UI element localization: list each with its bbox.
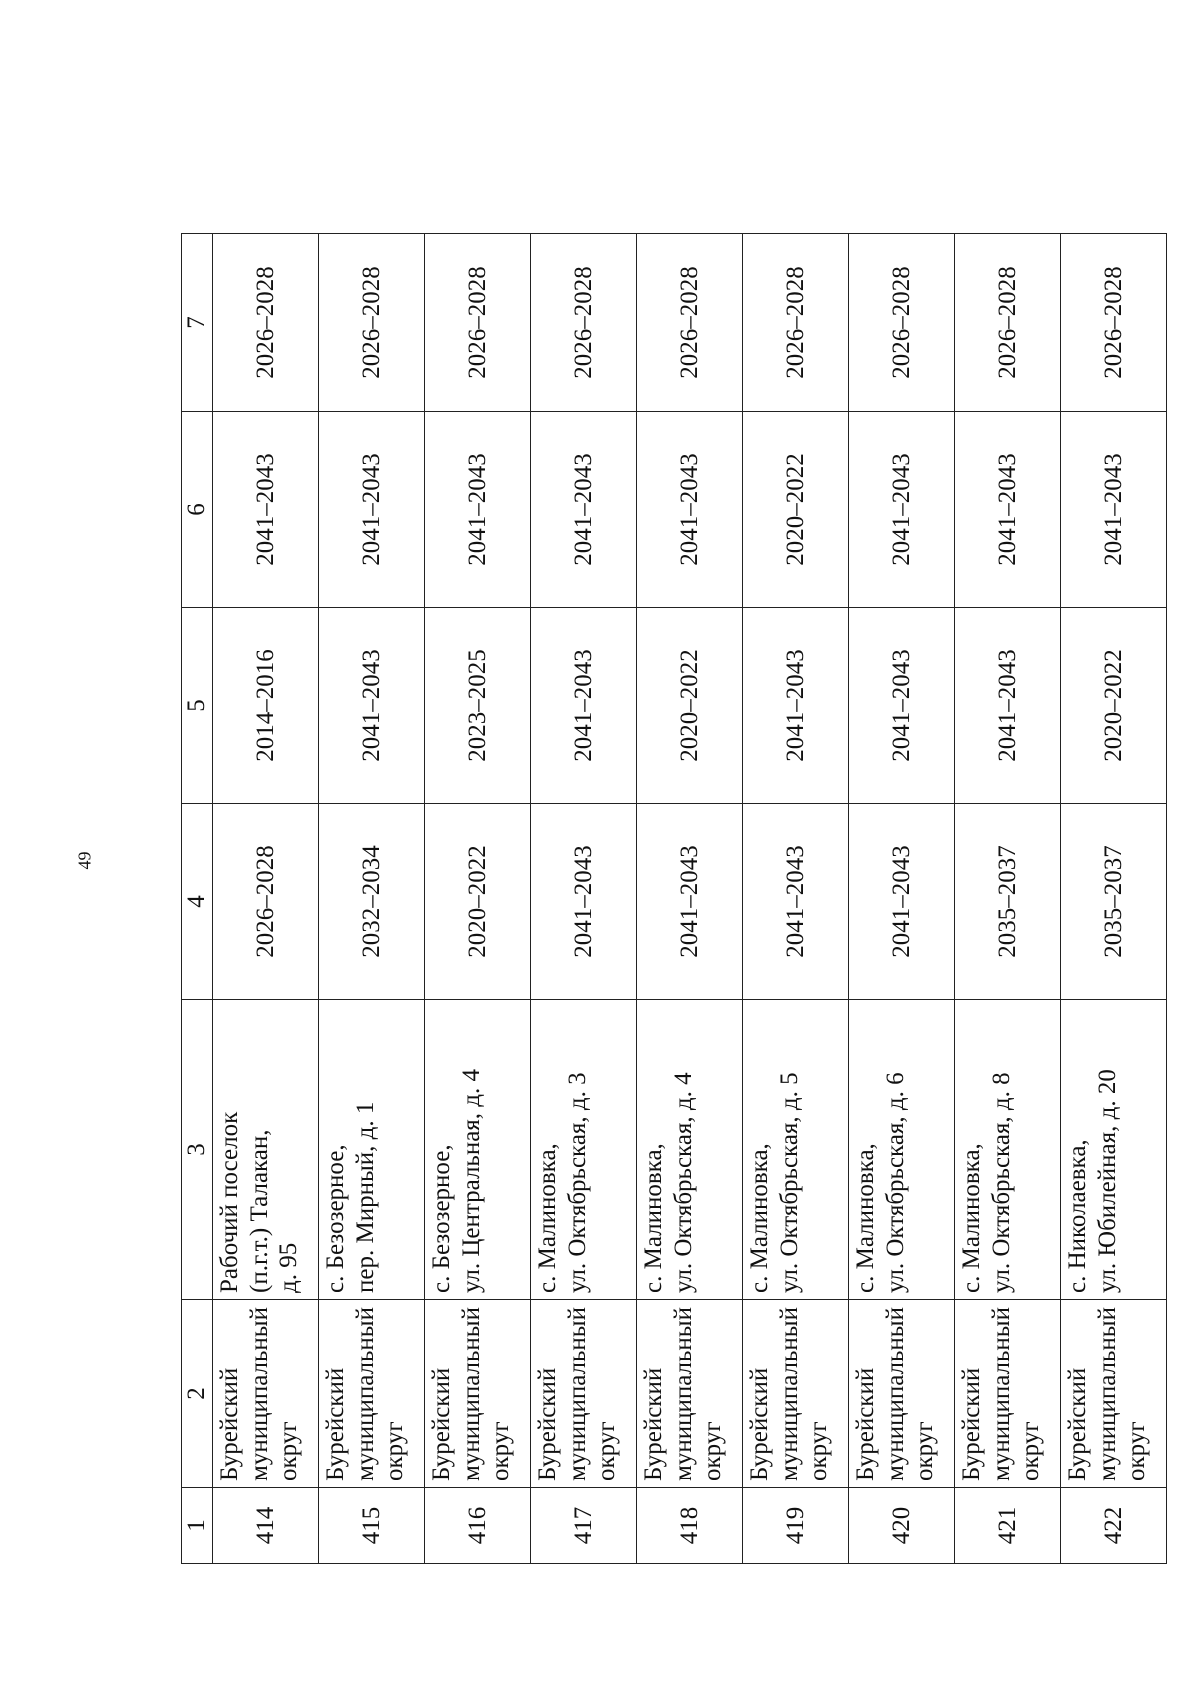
header-row xyxy=(182,234,213,1564)
district-line: Бурейский xyxy=(322,1367,349,1481)
period-col-4: 2026–2028 xyxy=(213,804,319,1000)
period-col-6: 2041–2043 xyxy=(425,412,531,608)
address-cell xyxy=(849,1000,955,1300)
district-line: Бурейский xyxy=(640,1367,667,1481)
address-line: с. Безозерное, xyxy=(322,1144,349,1293)
period-col-6: 2041–2043 xyxy=(319,412,425,608)
district-line: округ xyxy=(275,1421,302,1481)
address-line: с. Малиновка, xyxy=(852,1143,879,1293)
period-col-7: 2026–2028 xyxy=(531,234,637,412)
address-line: ул. Октябрьская, д. 8 xyxy=(987,1072,1015,1293)
table-row xyxy=(213,234,319,1564)
address-line: с. Малиновка, xyxy=(534,1143,561,1293)
address-line: с. Малиновка, xyxy=(958,1143,985,1293)
district-line: муниципальный xyxy=(775,1307,803,1481)
header-col-4: 4 xyxy=(182,804,213,1000)
address-cell xyxy=(213,1000,319,1300)
row-number: 420 xyxy=(849,1488,955,1564)
address-line: д. 95 xyxy=(275,1242,302,1293)
district-cell xyxy=(955,1300,1061,1488)
period-col-5: 2020–2022 xyxy=(1061,608,1167,804)
district-line: Бурейский xyxy=(428,1367,455,1481)
period-col-4: 2020–2022 xyxy=(425,804,531,1000)
period-col-6: 2020–2022 xyxy=(743,412,849,608)
housing-register-table xyxy=(181,233,1167,1564)
address-line: ул. Октябрьская, д. 5 xyxy=(775,1072,803,1293)
address-line: с. Безозерное, xyxy=(428,1144,455,1293)
address-cell xyxy=(319,1000,425,1300)
district-line: округ xyxy=(805,1421,832,1481)
period-col-7: 2026–2028 xyxy=(849,234,955,412)
period-col-7: 2026–2028 xyxy=(425,234,531,412)
period-col-4: 2035–2037 xyxy=(1061,804,1167,1000)
address-line: ул. Октябрьская, д. 3 xyxy=(563,1072,591,1293)
address-line: Рабочий поселок xyxy=(216,1111,243,1293)
period-col-6: 2041–2043 xyxy=(1061,412,1167,608)
row-number: 422 xyxy=(1061,1488,1167,1564)
district-line: муниципальный xyxy=(1093,1307,1121,1481)
table-row xyxy=(955,234,1061,1564)
address-cell xyxy=(531,1000,637,1300)
header-col-6: 6 xyxy=(182,412,213,608)
address-line: (п.г.т.) Талакан, xyxy=(245,1129,273,1293)
period-col-7: 2026–2028 xyxy=(1061,234,1167,412)
district-line: округ xyxy=(1123,1421,1150,1481)
period-col-4: 2041–2043 xyxy=(637,804,743,1000)
address-line: пер. Мирный, д. 1 xyxy=(351,1101,379,1293)
district-line: Бурейский xyxy=(534,1367,561,1481)
period-col-4: 2041–2043 xyxy=(849,804,955,1000)
period-col-6: 2041–2043 xyxy=(849,412,955,608)
table-row xyxy=(319,234,425,1564)
period-col-7: 2026–2028 xyxy=(955,234,1061,412)
period-col-5: 2041–2043 xyxy=(955,608,1061,804)
period-col-7: 2026–2028 xyxy=(319,234,425,412)
district-line: Бурейский xyxy=(746,1367,773,1481)
district-cell xyxy=(213,1300,319,1488)
period-col-6: 2041–2043 xyxy=(955,412,1061,608)
period-col-6: 2041–2043 xyxy=(637,412,743,608)
table-row xyxy=(743,234,849,1564)
table-row xyxy=(849,234,955,1564)
district-line: округ xyxy=(381,1421,408,1481)
header-col-5: 5 xyxy=(182,608,213,804)
row-number: 421 xyxy=(955,1488,1061,1564)
row-number: 419 xyxy=(743,1488,849,1564)
period-col-5: 2014–2016 xyxy=(213,608,319,804)
district-cell xyxy=(531,1300,637,1488)
period-col-7: 2026–2028 xyxy=(743,234,849,412)
table-body xyxy=(213,234,1167,1564)
district-cell xyxy=(849,1300,955,1488)
district-line: муниципальный xyxy=(245,1307,273,1481)
page-number: 49 xyxy=(74,851,95,870)
row-number: 415 xyxy=(319,1488,425,1564)
header-col-2: 2 xyxy=(182,1300,213,1488)
table-row xyxy=(425,234,531,1564)
period-col-7: 2026–2028 xyxy=(637,234,743,412)
address-line: ул. Центральная, д. 4 xyxy=(457,1068,485,1293)
period-col-4: 2041–2043 xyxy=(531,804,637,1000)
period-col-5: 2020–2022 xyxy=(637,608,743,804)
address-cell xyxy=(955,1000,1061,1300)
address-line: ул. Юбилейная, д. 20 xyxy=(1093,1069,1121,1293)
district-cell xyxy=(1061,1300,1167,1488)
district-cell xyxy=(425,1300,531,1488)
address-line: с. Николаевка, xyxy=(1064,1139,1091,1293)
district-line: Бурейский xyxy=(1064,1367,1091,1481)
period-col-5: 2041–2043 xyxy=(743,608,849,804)
district-line: муниципальный xyxy=(351,1307,379,1481)
address-cell xyxy=(637,1000,743,1300)
address-cell xyxy=(425,1000,531,1300)
period-col-5: 2023–2025 xyxy=(425,608,531,804)
address-cell xyxy=(1061,1000,1167,1300)
header-col-1: 1 xyxy=(182,1488,213,1564)
address-cell xyxy=(743,1000,849,1300)
district-line: Бурейский xyxy=(216,1367,243,1481)
period-col-5: 2041–2043 xyxy=(319,608,425,804)
row-number: 418 xyxy=(637,1488,743,1564)
table-row xyxy=(531,234,637,1564)
row-number: 414 xyxy=(213,1488,319,1564)
district-line: Бурейский xyxy=(958,1367,985,1481)
district-line: округ xyxy=(911,1421,938,1481)
district-line: муниципальный xyxy=(881,1307,909,1481)
period-col-5: 2041–2043 xyxy=(849,608,955,804)
address-line: ул. Октябрьская, д. 4 xyxy=(669,1072,697,1293)
row-number: 416 xyxy=(425,1488,531,1564)
address-line: с. Малиновка, xyxy=(640,1143,667,1293)
period-col-4: 2035–2037 xyxy=(955,804,1061,1000)
district-cell xyxy=(319,1300,425,1488)
district-cell xyxy=(637,1300,743,1488)
rotated-table-wrapper xyxy=(181,234,1151,1564)
district-line: муниципальный xyxy=(563,1307,591,1481)
district-line: округ xyxy=(487,1421,514,1481)
district-line: муниципальный xyxy=(987,1307,1015,1481)
period-col-4: 2032–2034 xyxy=(319,804,425,1000)
district-line: округ xyxy=(1017,1421,1044,1481)
address-line: с. Малиновка, xyxy=(746,1143,773,1293)
period-col-4: 2041–2043 xyxy=(743,804,849,1000)
header-col-3: 3 xyxy=(182,1000,213,1300)
district-line: муниципальный xyxy=(457,1307,485,1481)
district-cell xyxy=(743,1300,849,1488)
row-number: 417 xyxy=(531,1488,637,1564)
period-col-7: 2026–2028 xyxy=(213,234,319,412)
district-line: Бурейский xyxy=(852,1367,879,1481)
period-col-5: 2041–2043 xyxy=(531,608,637,804)
period-col-6: 2041–2043 xyxy=(531,412,637,608)
address-line: ул. Октябрьская, д. 6 xyxy=(881,1072,909,1293)
period-col-6: 2041–2043 xyxy=(213,412,319,608)
table-row xyxy=(637,234,743,1564)
table-row xyxy=(1061,234,1167,1564)
district-line: округ xyxy=(593,1421,620,1481)
header-col-7: 7 xyxy=(182,234,213,412)
district-line: муниципальный xyxy=(669,1307,697,1481)
district-line: округ xyxy=(699,1421,726,1481)
